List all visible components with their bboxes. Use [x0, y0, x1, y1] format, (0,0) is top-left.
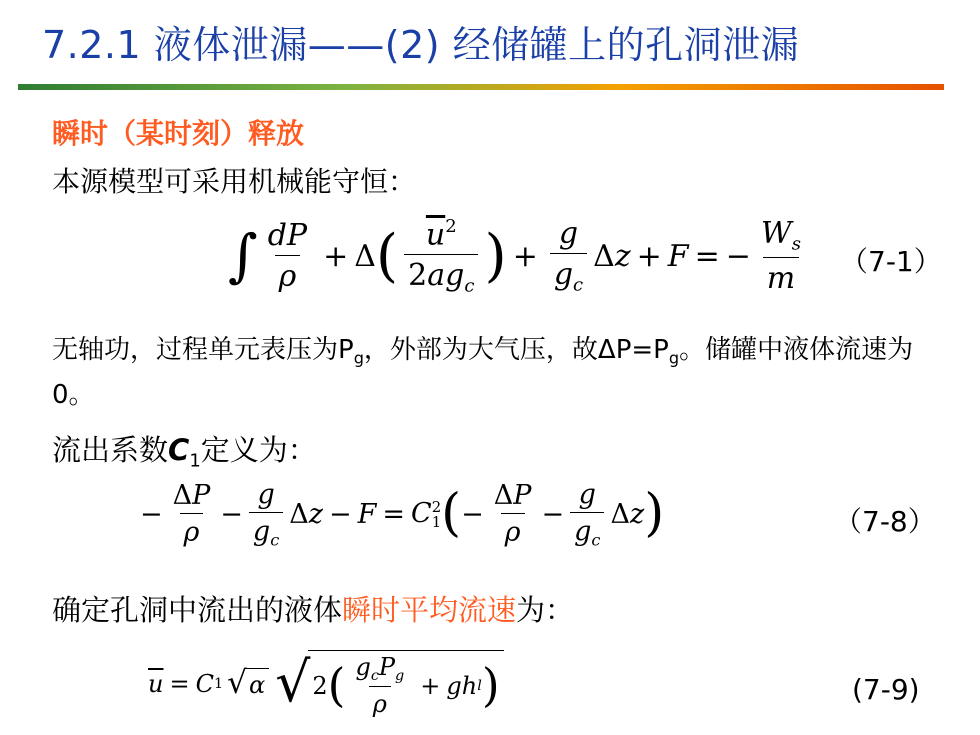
section-heading: 瞬时（某时刻）释放 — [52, 117, 305, 150]
cdef-text-after: 定义为： — [200, 433, 317, 467]
equation-number-7-1: （7-1） — [840, 245, 942, 278]
intro-text: 本源模型可采用机械能守恒： — [52, 165, 417, 198]
para-text-2: ，外部为大气压，故ΔP=P — [363, 335, 669, 365]
velocity-sentence — [52, 588, 574, 629]
equation-7-9: $\overline{u}$ = C 1 √ α √ 2 ( $\frac{g_cP_g}{\rho}$ + gh l ) — [148, 638, 504, 730]
equation-7-8: − $\frac{\Delta P}{\rho}$ − $\frac{g}{g_c}$ Δz − F = C 2 1 ( − $\frac{\Delta P}{\rho}$ − $\frac{g}{g_c}$ Δz ) — [140, 478, 665, 550]
para-subscript-g-2: g — [668, 348, 680, 368]
explanation-paragraph — [52, 332, 932, 413]
equation-number-7-8: （7-8） — [834, 505, 936, 538]
para-text-3: 。储罐中液体流速为0。 — [52, 335, 914, 410]
velocity-text-after: 为： — [516, 593, 575, 627]
equation-7-1: ∫ $\frac{dP}{\rho}$ + Δ ( $\frac{\overline{u}^2}{2ag_c}$ ) + $\frac{g}{g_c}$ Δz + F = − $\frac{W_s}{m}$ — [228, 215, 801, 297]
velocity-text-before: 确定孔洞中流出的液体 — [52, 593, 343, 627]
velocity-highlight: 瞬时平均流速 — [342, 593, 517, 627]
cdef-text-before: 流出系数 — [52, 433, 169, 467]
cdef-symbol: C — [168, 433, 190, 467]
para-subscript-g-1: g — [353, 348, 364, 368]
discharge-coefficient-definition — [52, 428, 317, 471]
title-divider — [18, 84, 944, 90]
page-title: 7.2.1 液体泄漏——(2) 经储罐上的孔洞泄漏 — [42, 23, 800, 67]
cdef-subscript: 1 — [189, 450, 201, 472]
equation-number-7-9: (7-9) — [852, 673, 920, 706]
para-text-1: 无轴功，过程单元表压为P — [52, 335, 354, 365]
